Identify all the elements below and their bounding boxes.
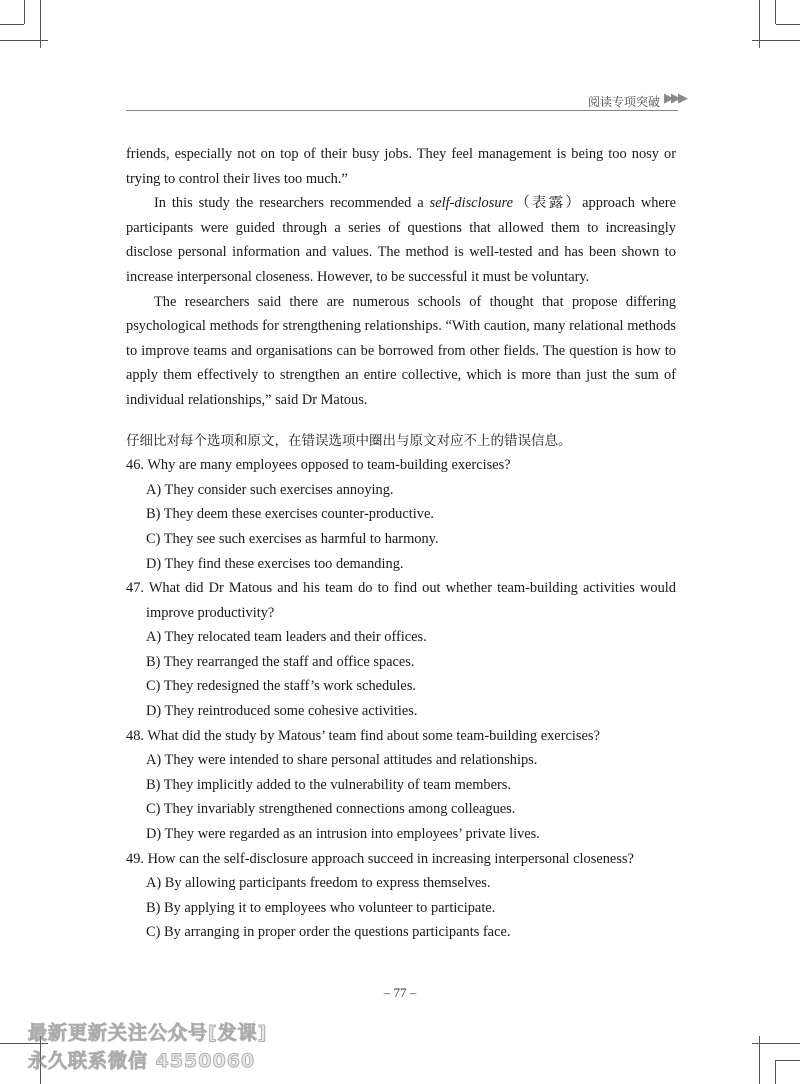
answer-option: D) They find these exercises too demanding.	[146, 555, 404, 572]
crop-mark	[0, 24, 24, 25]
answer-option: B) By applying it to employees who volunteer to participate.	[146, 899, 496, 916]
answer-option: C) They invariably strengthened connections among colleagues.	[146, 801, 516, 818]
crop-mark	[776, 24, 800, 25]
question-stem: 46. Why are many employees opposed to team-building exercises?	[126, 457, 511, 474]
question-47	[126, 576, 676, 724]
crop-mark	[775, 0, 776, 24]
instruction-note: 仔细比对每个选项和原文，在错误选项中圈出与原文对应不上的错误信息。	[126, 432, 572, 449]
answer-option: C) They see such exercises as harmful to harmony.	[146, 530, 439, 547]
page-number: – 77 –	[383, 985, 417, 1000]
passage-paragraph: The researchers said there are numerous schools of thought that propose differing psychological methods for strengthening relationships. “With caution, many relational methods to improve teams and organisations can be borrowed from other fields. The question is how to apply them effectively to strengthen an entire collective, which is more than just the sum of individual relationships,” said Dr Matous.	[126, 293, 676, 408]
crop-mark	[776, 1060, 800, 1061]
answer-option: D) They were regarded as an intrusion into employees’ private lives.	[146, 826, 540, 843]
answer-option: A) They were intended to share personal attitudes and relationships.	[146, 752, 538, 769]
paragraph-text: （表露）approach where participants were guided through a series of questions that allowed them to increasingly disclose personal information and values. The method is well-tested and has been shown to increase interpersonal closeness. However, to be successful it must be voluntary.	[126, 195, 676, 285]
answer-option: B) They deem these exercises counter-productive.	[146, 506, 434, 523]
italic-term: self-disclosure	[429, 195, 513, 212]
question-48	[126, 724, 676, 847]
question-46	[126, 453, 676, 576]
answer-option: C) By arranging in proper order the questions participants face.	[146, 924, 511, 941]
crop-mark	[775, 1060, 776, 1084]
crop-mark	[752, 1043, 800, 1044]
crop-mark	[0, 40, 48, 41]
paragraph-text: In this study the researchers recommended a	[154, 195, 430, 212]
header-rule	[126, 110, 678, 111]
triple-arrow-icon: ▶▶▶	[664, 91, 685, 106]
crop-mark	[752, 40, 800, 41]
answer-option: B) They implicitly added to the vulnerability of team members.	[146, 776, 512, 793]
question-stem: 49. How can the self-disclosure approach succeed in increasing interpersonal closeness?	[126, 850, 634, 867]
section-title: 阅读专项突破	[587, 95, 660, 109]
answer-option: A) They consider such exercises annoying.	[146, 481, 394, 498]
passage-paragraph: friends, especially not on top of their busy jobs. They feel management is being too nosy or trying to control their lives too much.”	[126, 146, 676, 187]
question-49	[126, 847, 676, 945]
answer-option: A) By allowing participants freedom to express themselves.	[146, 875, 491, 892]
watermark-line: 永久联系微信 4550060	[28, 1050, 256, 1072]
page-content	[126, 142, 676, 945]
answer-option: B) They rearranged the staff and office spaces.	[146, 653, 415, 670]
answer-option: A) They relocated team leaders and their offices.	[146, 629, 427, 646]
passage-paragraph	[126, 191, 676, 289]
answer-option: D) They reintroduced some cohesive activities.	[146, 703, 418, 720]
watermark-line: 最新更新关注公众号[发课]	[28, 1022, 268, 1044]
answer-option: C) They redesigned the staff’s work schedules.	[146, 678, 417, 695]
crop-mark	[24, 0, 25, 24]
question-stem: 47. What did Dr Matous and his team do to find out whether team-building activities would improve productivity?	[126, 580, 676, 621]
question-stem: 48. What did the study by Matous’ team find about some team-building exercises?	[126, 727, 600, 744]
